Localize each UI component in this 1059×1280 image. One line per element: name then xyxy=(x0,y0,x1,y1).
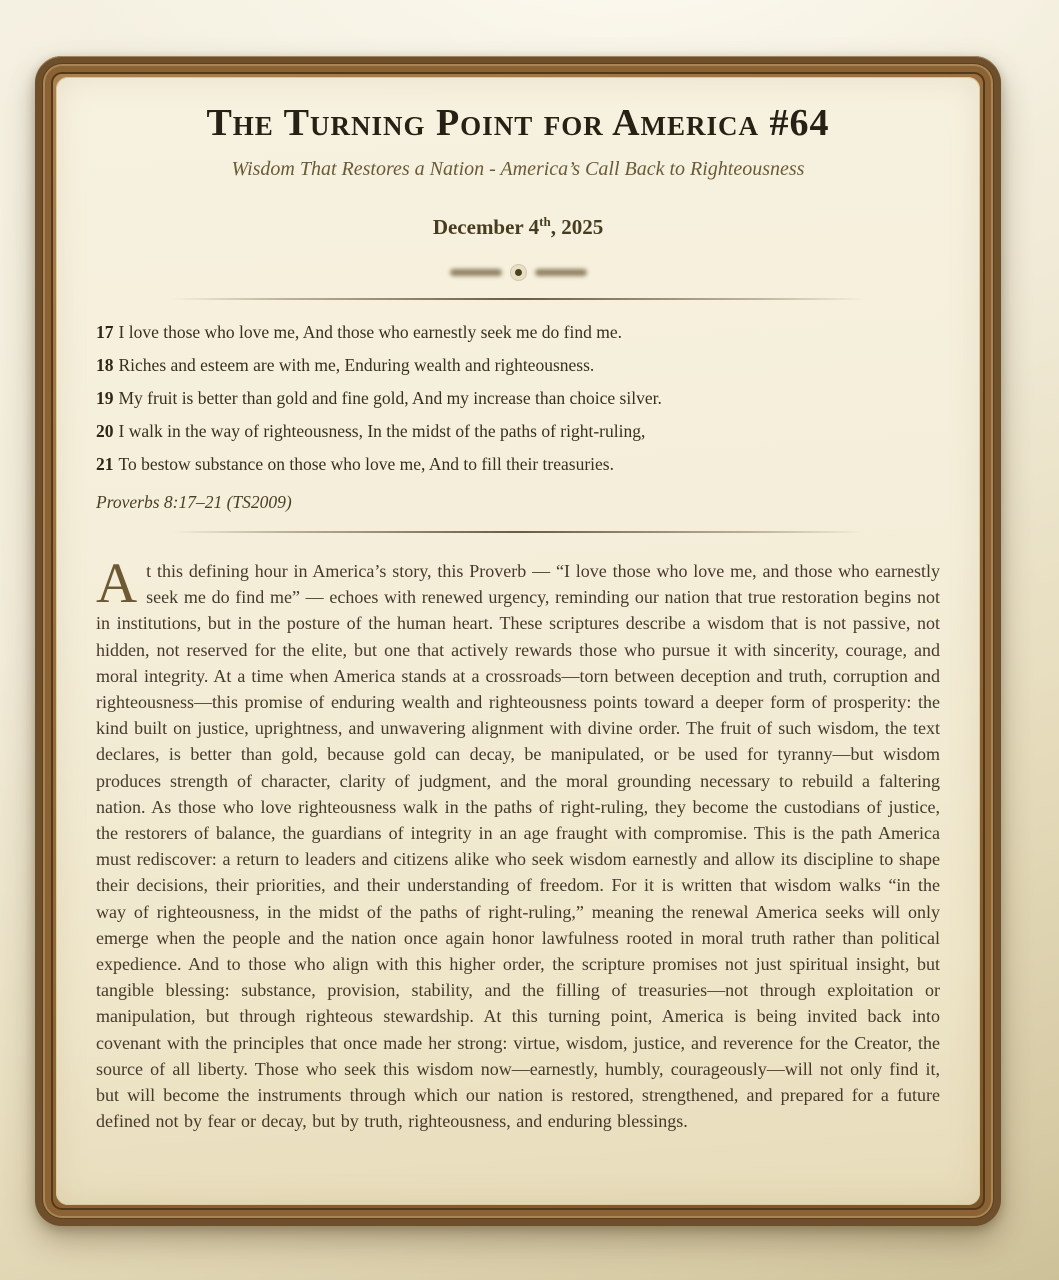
verse-text: To bestow substance on those who love me, And to fill their treasuries. xyxy=(118,454,614,474)
verse-text: I walk in the way of righteousness, In the midst of the paths of right-ruling, xyxy=(118,421,646,441)
verse-number: 18 xyxy=(96,355,114,375)
divider-rule-bottom xyxy=(171,531,865,533)
verse-line xyxy=(96,421,940,442)
ornament-dash-left-icon xyxy=(450,269,502,276)
article-body xyxy=(96,552,940,1134)
verse-text: My fruit is better than gold and fine gold, And my increase than choice silver. xyxy=(118,388,662,408)
ornament-dot-icon xyxy=(515,269,522,276)
article-text: t this defining hour in America’s story, this Proverb — “I love those who love me, and those who earnestly seek me do find me” — echoes with renewed urgency, reminding our nation that true restoration begins not in institutions, but in the posture of the human heart. These scriptures describe a wisdom that is not passive, not hidden, not reserved for the elite, but one that actively rewards those who pursue it with sincerity, courage, and moral integrity. At a time when America stands at a crossroads—torn between deception and truth, corruption and righteousness—this promise of enduring wealth and righteousness points toward a deeper form of prosperity: the kind built on justice, uprightness, and unwavering alignment with divine order. The fruit of such wisdom, the text declares, is better than gold, because gold can decay, be manipulated, or be used for tyranny—but wisdom produces strength of character, clarity of judgment, and the moral grounding necessary to rebuild a faltering nation. As those who love righteousness walk in the paths of right-ruling, they become the custodians of justice, the restorers of balance, the guardians of integrity in an age fraught with compromise. This is the path America must rediscover: a return to leaders and citizens alike who seek wisdom earnestly and allow its discipline to shape their decisions, their priorities, and their understanding of freedom. For it is written that wisdom walks “in the way of righteousness, in the midst of the paths of right-ruling,” meaning the renewal America seeks will only emerge when the people and the nation once again honor lawfulness rooted in moral truth rather than political expedience. And to those who align with this higher order, the scripture promises not just spiritual insight, but tangible blessing: substance, provision, stability, and the filling of treasuries—not through exploitation or manipulation, but through righteous stewardship. At this turning point, America is being invited back into covenant with the principles that once made her strong: virtue, wisdom, justice, and reverence for the Creator, the source of all liberty. Those who seek this wisdom now—earnestly, humbly, courageously—will not only find it, but will become the instruments through which our nation is restored, strengthened, and prepared for a future defined not by fear or decay, but by truth, righteousness, and enduring blessings. xyxy=(96,561,940,1132)
verse-number: 20 xyxy=(96,421,114,441)
scripture-citation: Proverbs 8:17–21 (TS2009) xyxy=(96,492,292,512)
divider-ornament xyxy=(96,264,940,280)
issue-date xyxy=(96,209,940,240)
divider-rule-top xyxy=(171,298,865,300)
page-title: The Turning Point for America #64 xyxy=(206,102,830,144)
drop-cap: A xyxy=(96,552,138,615)
verse-line xyxy=(96,322,940,343)
verse-text: I love those who love me, And those who earnestly seek me do find me. xyxy=(118,322,623,342)
verse-number: 17 xyxy=(96,322,114,342)
issue-date-year: , 2025 xyxy=(550,215,604,239)
verse-line xyxy=(96,355,940,376)
issue-date-ordinal: th xyxy=(539,214,551,229)
verse-number: 21 xyxy=(96,454,114,474)
verse-number: 19 xyxy=(96,388,114,408)
verse-text: Riches and esteem are with me, Enduring wealth and righteousness. xyxy=(118,355,595,375)
wooden-frame xyxy=(35,56,1001,1226)
scripture-verses xyxy=(96,322,940,475)
ornament-dash-right-icon xyxy=(535,269,587,276)
verse-line xyxy=(96,388,940,409)
issue-date-day: December 4 xyxy=(432,215,540,239)
page-subtitle: Wisdom That Restores a Nation - America’s Call Back to Righteousness xyxy=(231,158,805,180)
verse-line xyxy=(96,454,940,475)
newsletter-page xyxy=(56,77,980,1205)
